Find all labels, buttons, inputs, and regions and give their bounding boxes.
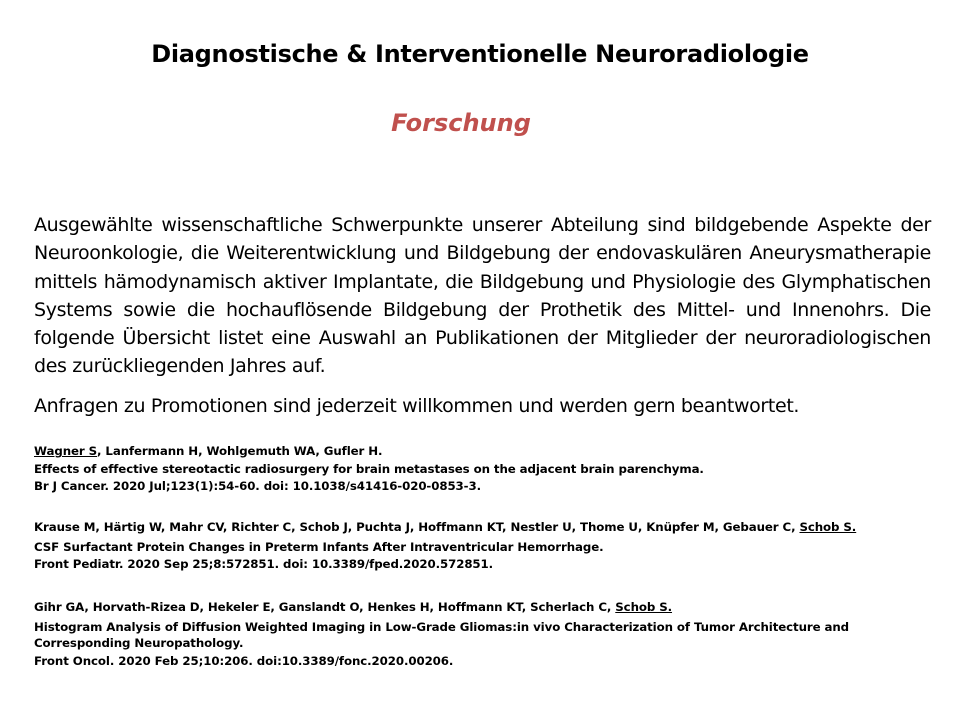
section-heading: Forschung: [391, 109, 531, 137]
reference-item: [34, 520, 914, 572]
reference-authors: [34, 600, 914, 614]
reference-title: CSF Surfactant Protein Changes in Preterm Infants After Intraventricular Hemorrhage.: [34, 540, 604, 554]
co-authors: , Lanfermann H, Wohlgemuth WA, Gufler H.: [97, 444, 383, 458]
highlighted-author: Schob S.: [615, 600, 673, 614]
phd-inquiry-note: Anfragen zu Promotionen sind jederzeit willkommen und werden gern beantwortet.: [34, 395, 800, 417]
reference-citation: Br J Cancer. 2020 Jul;123(1):54-60. doi: 10.1038/s41416-020-0853-3.: [34, 479, 481, 493]
co-authors: Gihr GA, Horvath-Rizea D, Hekeler E, Ganslandt O, Henkes H, Hoffmann KT, Scherlach C,: [34, 600, 616, 614]
co-authors: Krause M, Härtig W, Mahr CV, Richter C, Schob J, Puchta J, Hoffmann KT, Nestler U, Thome U, Knüpfer M, Gebauer C,: [34, 520, 800, 534]
reference-authors: [34, 443, 914, 461]
intro-paragraph: Ausgewählte wissenschaftliche Schwerpunkte unserer Abteilung sind bildgebende Aspekte der Neuroonkologie, die Weiterentwicklung und Bildgebung der endovaskulären Aneurysmatherapie mittels hämodynamisch aktiver Implantate, die Bildgebung und Physiologie des Glymphatischen Systems sowie die hochauflösende Bildgebung der Prothetik des Mittel- und Innenohrs. Die folgende Übersicht listet eine Auswahl an Publikationen der Mitglieder der neuroradiologischen des zurückliegenden Jahres auf.: [34, 214, 931, 378]
reference-title: Histogram Analysis of Diffusion Weighted Imaging in Low-Grade Gliomas:in vivo Characterization of Tumor Architecture and Corresponding Neuropathology.: [34, 620, 850, 650]
highlighted-author: Schob S.: [799, 520, 857, 534]
reference-item: [34, 443, 914, 496]
reference-item: [34, 600, 914, 668]
page-title: Diagnostische & Interventionelle Neuroradiologie: [151, 40, 809, 68]
reference-title: Effects of effective stereotactic radiosurgery for brain metastases on the adjacent brain parenchyma.: [34, 461, 704, 476]
highlighted-author: Wagner S: [34, 444, 98, 458]
reference-citation: Front Oncol. 2020 Feb 25;10:206. doi:10.3389/fonc.2020.00206.: [34, 654, 454, 668]
reference-citation: Front Pediatr. 2020 Sep 25;8:572851. doi: 10.3389/fped.2020.572851.: [34, 556, 494, 571]
reference-authors: [34, 520, 914, 534]
